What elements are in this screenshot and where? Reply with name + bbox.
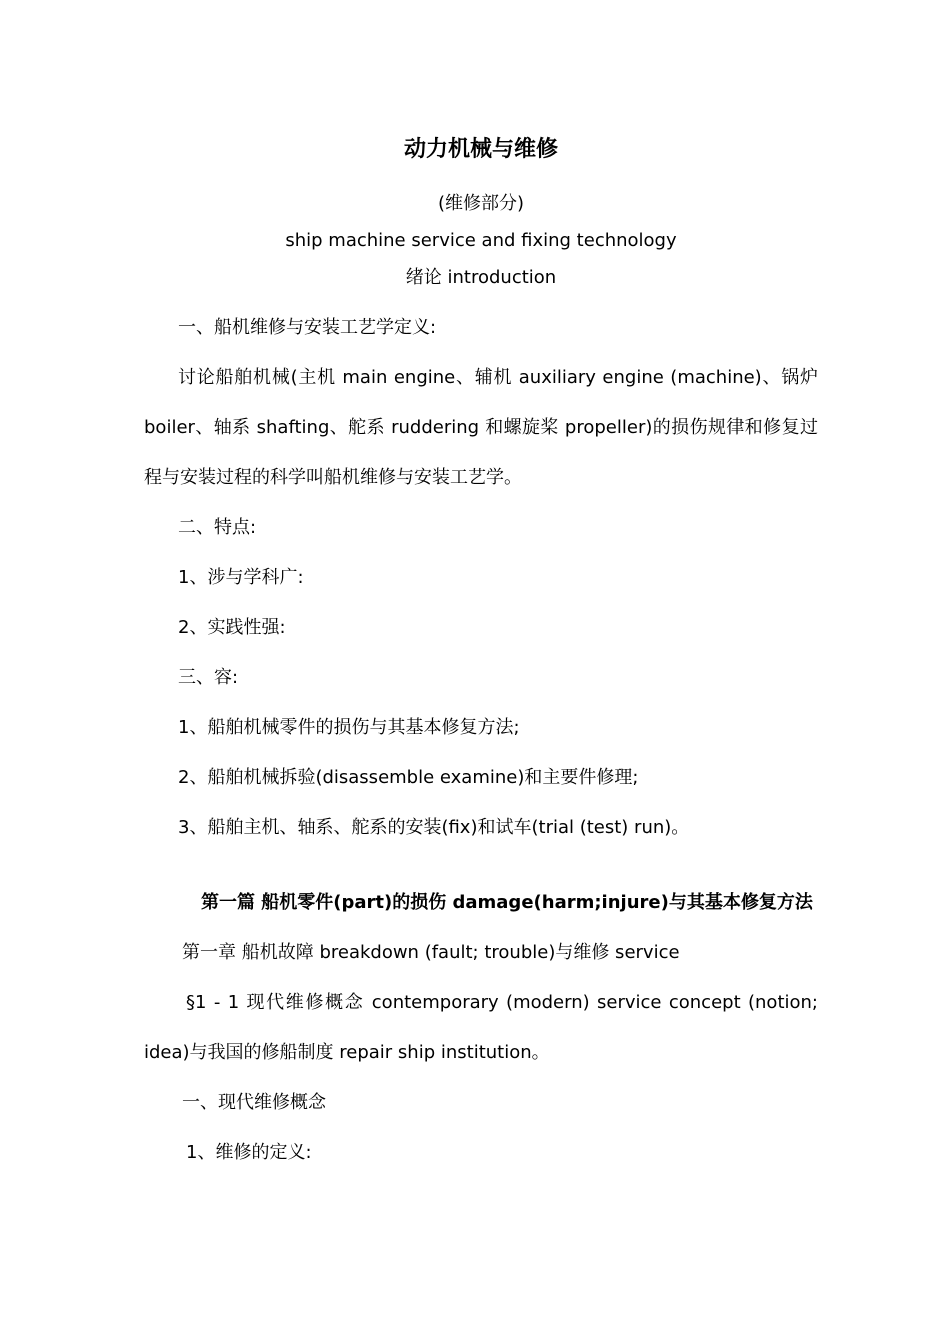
feature-item-2: 2、实践性强: [178, 617, 286, 638]
document-page [144, 128, 818, 1178]
part-one-title: 第一篇 船机零件(part)的损伤 damage(harm;injure)与其基本修复方法 [201, 892, 813, 913]
intro-heading: 绪论 introduction [405, 267, 557, 288]
definition-text: 讨论船舶机械(主机 main engine、辅机 auxiliary engine (machine)、锅炉 boiler、轴系 shafting、舵系 ruddering 和螺旋桨 propeller)的损伤规律和修复过程与安装过程的科学叫船机维修与安装工艺学。 [144, 367, 818, 488]
english-title: ship machine service and fixing technology [285, 230, 677, 251]
feature-item-1: 1、涉与学科广: [178, 567, 304, 588]
document-subtitle: (维修部分) [437, 193, 525, 214]
chapter-one-heading: 第一章 船机故障 breakdown (fault; trouble)与维修 service [182, 942, 680, 963]
sub-item-definition: 1、维修的定义: [186, 1142, 312, 1163]
content-item-3: 3、船舶主机、轴系、舵系的安装(fix)和试车(trial (test) run)。 [178, 817, 690, 838]
content-heading: 三、容: [178, 667, 239, 688]
section-1-1-heading: §1 - 1 现代维修概念 contemporary (modern) service concept (notion; idea)与我国的修船制度 repair ship institution。 [144, 992, 818, 1063]
features-heading: 二、特点: [178, 517, 257, 538]
sub-heading-modern-service: 一、现代维修概念 [182, 1092, 326, 1113]
definition-heading: 一、船机维修与安装工艺学定义: [178, 317, 437, 338]
content-item-2: 2、船舶机械拆验(disassemble examine)和主要件修理; [178, 767, 639, 788]
content-item-1: 1、船舶机械零件的损伤与其基本修复方法; [178, 717, 520, 738]
document-title: 动力机械与维修 [403, 137, 558, 162]
